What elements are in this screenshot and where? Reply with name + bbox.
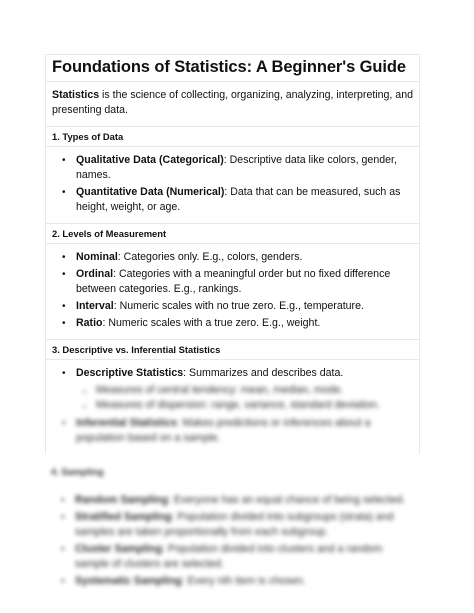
item-term: Quantitative Data (Numerical): [76, 186, 225, 198]
blurred-content: [52, 383, 413, 446]
item-text: : Categories only. E.g., colors, genders.: [117, 251, 303, 263]
bullet-list: [52, 250, 413, 331]
item-term: Random Sampling: [75, 494, 168, 506]
list-item: [62, 153, 413, 183]
item-term: Inferential Statistics: [76, 417, 177, 429]
bullet-list: [52, 416, 413, 446]
blurred-section: [45, 454, 420, 597]
item-term: Nominal: [76, 251, 118, 263]
item-term: Systematic Sampling: [75, 575, 182, 587]
page-title: Foundations of Statistics: A Beginner's Guide: [52, 58, 406, 76]
item-text: : Population divided into subgroups (strata) and samples are taken proportionally from each subgroup.: [75, 511, 394, 538]
item-term: Ordinal: [76, 268, 114, 280]
item-term: Cluster Sampling: [75, 543, 163, 555]
item-term: Stratified Sampling: [75, 511, 172, 523]
bullet-list: [52, 366, 413, 381]
list-item: [62, 316, 413, 331]
list-item: [61, 493, 414, 508]
list-item: [62, 250, 413, 265]
section-body: [45, 360, 420, 454]
item-text: : Everyone has an equal chance of being selected.: [168, 494, 406, 506]
item-text: : Descriptive data like colors, gender, names.: [76, 154, 397, 181]
sub-list: [52, 383, 413, 413]
intro-paragraph: [52, 88, 413, 118]
title-box: [45, 54, 420, 81]
item-term: Interval: [76, 300, 114, 312]
section-body: [45, 244, 420, 340]
section-heading-box: [45, 127, 420, 147]
list-item: [62, 416, 413, 446]
item-text: : Population divided into clusters and a random sample of clusters are selected.: [75, 543, 383, 570]
item-term: Descriptive Statistics: [76, 367, 184, 379]
item-text: : Makes predictions or inferences about a population based on a sample.: [76, 417, 371, 444]
intro-block: [45, 81, 420, 127]
list-item: [62, 267, 413, 297]
section-heading: 3. Descriptive vs. Inferential Statistics: [52, 344, 221, 355]
list-item: [62, 185, 413, 215]
list-item: [62, 299, 413, 314]
item-text: : Summarizes and describes data.: [183, 367, 344, 379]
intro-term: Statistics: [52, 89, 100, 101]
section-heading: 4. Sampling: [51, 466, 104, 477]
section-heading: 1. Types of Data: [52, 131, 124, 142]
sub-list-item: ○ Measures of central tendency: mean, median, mode.: [82, 383, 413, 398]
item-text: : Categories with a meaningful order but no fixed difference between categories. E.g., rankings.: [76, 268, 391, 295]
list-item: [61, 542, 414, 572]
section-body: [45, 147, 420, 224]
item-text: : Data that can be measured, such as height, weight, or age.: [76, 186, 401, 213]
section-heading-box: [45, 454, 420, 487]
section-heading-box: [45, 340, 420, 360]
item-text: : Every nth item is chosen.: [181, 575, 306, 587]
item-term: Ratio: [76, 317, 103, 329]
list-item: [62, 366, 413, 381]
document-page: [45, 54, 420, 597]
sub-list-item: ○ Measures of dispersion: range, variance, standard deviation.: [82, 398, 413, 413]
bullet-list: [51, 493, 414, 589]
section-body: [45, 487, 420, 597]
bullet-list: [52, 153, 413, 215]
item-text: : Numeric scales with no true zero. E.g., temperature.: [113, 300, 364, 312]
item-text: : Numeric scales with a true zero. E.g., weight.: [102, 317, 321, 329]
list-item: [61, 510, 414, 540]
item-term: Qualitative Data (Categorical): [76, 154, 224, 166]
section-heading: 2. Levels of Measurement: [52, 228, 167, 239]
section-heading-box: [45, 224, 420, 244]
intro-text: is the science of collecting, organizing, analyzing, interpreting, and presenting data.: [52, 89, 413, 116]
list-item: [61, 574, 414, 589]
